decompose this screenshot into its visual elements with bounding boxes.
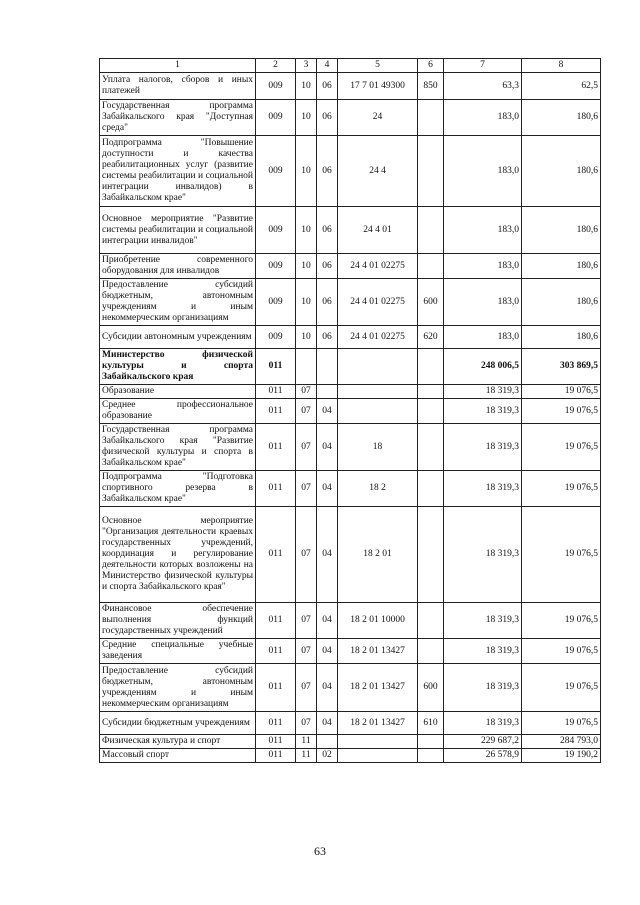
section-cell: 07 (296, 399, 317, 424)
subsection-cell: 06 (317, 136, 338, 207)
subsection-cell: 04 (317, 471, 338, 507)
row-name-cell: Финансовое обеспечение выполнения функций государственных учреждений (100, 603, 256, 639)
sum-2020-cell: 19 076,5 (522, 471, 601, 507)
table-body (100, 59, 601, 763)
expense-type-cell (418, 603, 444, 639)
section-cell: 07 (296, 471, 317, 507)
row-name-cell: Уплата налогов, сборов и иных платежей (100, 73, 256, 100)
target-article-cell: 18 2 01 (338, 507, 418, 603)
table-row (100, 749, 601, 763)
sum-2020-cell: 19 190,2 (522, 749, 601, 763)
expense-type-cell (418, 639, 444, 664)
target-article-cell: 17 7 01 49300 (338, 73, 418, 100)
section-cell: 07 (296, 664, 317, 712)
target-article-cell: 24 4 (338, 136, 418, 207)
section-cell: 10 (296, 207, 317, 254)
section-cell: 10 (296, 279, 317, 326)
header-cell: 7 (444, 59, 522, 73)
ministry-code-cell: 011 (256, 603, 296, 639)
sum-2019-cell: 183,0 (444, 100, 522, 136)
expense-type-cell: 600 (418, 279, 444, 326)
sum-2019-cell: 63,3 (444, 73, 522, 100)
table-row (100, 207, 601, 254)
table-row (100, 471, 601, 507)
expense-type-cell (418, 349, 444, 385)
target-article-cell: 18 2 01 13427 (338, 712, 418, 735)
ministry-code-cell: 011 (256, 735, 296, 749)
row-name-cell: Приобретение современного оборудования для инвалидов (100, 254, 256, 279)
sum-2019-cell: 229 687,2 (444, 735, 522, 749)
row-name-cell: Основное мероприятие "Развитие системы реабилитации и социальной интеграции инвалидов" (100, 207, 256, 254)
sum-2019-cell: 18 319,3 (444, 507, 522, 603)
section-cell: 07 (296, 507, 317, 603)
sum-2020-cell: 19 076,5 (522, 507, 601, 603)
section-cell: 11 (296, 735, 317, 749)
header-cell: 6 (418, 59, 444, 73)
subsection-cell (317, 349, 338, 385)
target-article-cell: 24 4 01 02275 (338, 254, 418, 279)
header-cell: 5 (338, 59, 418, 73)
header-cell: 8 (522, 59, 601, 73)
table-row (100, 136, 601, 207)
sum-2020-cell: 180,6 (522, 326, 601, 349)
subsection-cell: 06 (317, 100, 338, 136)
subsection-cell: 06 (317, 326, 338, 349)
section-cell: 10 (296, 254, 317, 279)
sum-2019-cell: 18 319,3 (444, 385, 522, 399)
sum-2020-cell: 19 076,5 (522, 639, 601, 664)
row-name-cell: Подпрограмма "Повышение доступности и качества реабилитационных услуг (развитие системы реабилитации и социальной интеграции инвалидов) в Забайкальском крае" (100, 136, 256, 207)
ministry-code-cell: 011 (256, 399, 296, 424)
sum-2020-cell: 180,6 (522, 136, 601, 207)
section-cell: 11 (296, 749, 317, 763)
expense-type-cell (418, 100, 444, 136)
subsection-cell: 04 (317, 424, 338, 471)
target-article-cell: 18 (338, 424, 418, 471)
expense-type-cell (418, 385, 444, 399)
sum-2020-cell: 62,5 (522, 73, 601, 100)
table-row (100, 326, 601, 349)
row-name-cell: Основное мероприятие "Организация деятельности краевых государственных учреждений, координация и регулирование деятельности которых возложены на Министерство физической культуры и спорта Забайкальского края" (100, 507, 256, 603)
header-cell: 4 (317, 59, 338, 73)
target-article-cell: 24 4 01 02275 (338, 279, 418, 326)
expense-type-cell: 850 (418, 73, 444, 100)
target-article-cell (338, 349, 418, 385)
section-cell: 10 (296, 136, 317, 207)
ministry-code-cell: 009 (256, 136, 296, 207)
sum-2019-cell: 18 319,3 (444, 399, 522, 424)
row-name-cell: Подпрограмма "Подготовка спортивного резерва в Забайкальском крае" (100, 471, 256, 507)
sum-2019-cell: 183,0 (444, 279, 522, 326)
target-article-cell (338, 749, 418, 763)
table-row (100, 712, 601, 735)
ministry-code-cell: 009 (256, 254, 296, 279)
sum-2019-cell: 248 006,5 (444, 349, 522, 385)
target-article-cell: 18 2 01 13427 (338, 639, 418, 664)
section-cell: 10 (296, 100, 317, 136)
ministry-code-cell: 011 (256, 385, 296, 399)
expense-type-cell (418, 507, 444, 603)
target-article-cell: 18 2 01 10000 (338, 603, 418, 639)
expense-type-cell (418, 749, 444, 763)
table-row (100, 100, 601, 136)
ministry-code-cell: 009 (256, 73, 296, 100)
section-cell: 07 (296, 424, 317, 471)
expense-type-cell: 600 (418, 664, 444, 712)
ministry-code-cell: 009 (256, 100, 296, 136)
sum-2019-cell: 18 319,3 (444, 424, 522, 471)
sum-2020-cell: 19 076,5 (522, 603, 601, 639)
table-row (100, 279, 601, 326)
sum-2020-cell: 180,6 (522, 279, 601, 326)
row-name-cell: Субсидии автономным учреждениям (100, 326, 256, 349)
expense-type-cell: 620 (418, 326, 444, 349)
table-row (100, 349, 601, 385)
budget-table (99, 58, 601, 763)
subsection-cell: 06 (317, 279, 338, 326)
subsection-cell: 04 (317, 712, 338, 735)
ministry-code-cell: 009 (256, 326, 296, 349)
expense-type-cell (418, 735, 444, 749)
sum-2019-cell: 183,0 (444, 326, 522, 349)
table-row (100, 603, 601, 639)
row-name-cell: Государственная программа Забайкальского края "Доступная среда" (100, 100, 256, 136)
subsection-cell: 04 (317, 639, 338, 664)
sum-2019-cell: 26 578,9 (444, 749, 522, 763)
row-name-cell: Среднее профессиональное образование (100, 399, 256, 424)
ministry-code-cell: 011 (256, 664, 296, 712)
subsection-cell: 06 (317, 207, 338, 254)
sum-2019-cell: 183,0 (444, 254, 522, 279)
sum-2020-cell: 19 076,5 (522, 424, 601, 471)
row-name-cell: Физическая культура и спорт (100, 735, 256, 749)
row-name-cell: Субсидии бюджетным учреждениям (100, 712, 256, 735)
table-row (100, 507, 601, 603)
expense-type-cell (418, 424, 444, 471)
row-name-cell: Образование (100, 385, 256, 399)
ministry-code-cell: 011 (256, 712, 296, 735)
subsection-cell (317, 735, 338, 749)
sum-2019-cell: 183,0 (444, 207, 522, 254)
expense-type-cell (418, 254, 444, 279)
row-name-cell: Массовый спорт (100, 749, 256, 763)
section-cell: 07 (296, 639, 317, 664)
table-row (100, 639, 601, 664)
table-row (100, 385, 601, 399)
section-cell (296, 349, 317, 385)
sum-2019-cell: 18 319,3 (444, 712, 522, 735)
subsection-cell: 04 (317, 399, 338, 424)
sum-2020-cell: 180,6 (522, 207, 601, 254)
row-name-cell: Средние специальные учебные заведения (100, 639, 256, 664)
target-article-cell: 24 (338, 100, 418, 136)
section-cell: 07 (296, 385, 317, 399)
subsection-cell: 06 (317, 73, 338, 100)
header-cell: 3 (296, 59, 317, 73)
header-cell: 2 (256, 59, 296, 73)
expense-type-cell: 610 (418, 712, 444, 735)
table-row (100, 735, 601, 749)
ministry-code-cell: 011 (256, 507, 296, 603)
row-name-cell: Предоставление субсидий бюджетным, автономным учреждениям и иным некоммерческим организациям (100, 664, 256, 712)
target-article-cell (338, 385, 418, 399)
subsection-cell: 06 (317, 254, 338, 279)
header-cell: 1 (100, 59, 256, 73)
row-name-cell: Министерство физической культуры и спорта Забайкальского края (100, 349, 256, 385)
sum-2020-cell: 19 076,5 (522, 399, 601, 424)
subsection-cell: 04 (317, 507, 338, 603)
sum-2019-cell: 18 319,3 (444, 471, 522, 507)
target-article-cell (338, 735, 418, 749)
header-row (100, 59, 601, 73)
page-number: 63 (314, 844, 326, 858)
target-article-cell: 18 2 01 13427 (338, 664, 418, 712)
ministry-code-cell: 011 (256, 349, 296, 385)
table-row (100, 424, 601, 471)
table-row (100, 664, 601, 712)
section-cell: 10 (296, 73, 317, 100)
ministry-code-cell: 009 (256, 279, 296, 326)
sum-2019-cell: 18 319,3 (444, 639, 522, 664)
subsection-cell: 02 (317, 749, 338, 763)
sum-2019-cell: 18 319,3 (444, 664, 522, 712)
sum-2020-cell: 284 793,0 (522, 735, 601, 749)
ministry-code-cell: 011 (256, 749, 296, 763)
sum-2020-cell: 19 076,5 (522, 385, 601, 399)
target-article-cell: 18 2 (338, 471, 418, 507)
table-row (100, 254, 601, 279)
sum-2020-cell: 19 076,5 (522, 664, 601, 712)
target-article-cell (338, 399, 418, 424)
expense-type-cell (418, 399, 444, 424)
sum-2020-cell: 19 076,5 (522, 712, 601, 735)
expense-type-cell (418, 207, 444, 254)
target-article-cell: 24 4 01 02275 (338, 326, 418, 349)
ministry-code-cell: 011 (256, 471, 296, 507)
section-cell: 07 (296, 603, 317, 639)
table-row (100, 73, 601, 100)
ministry-code-cell: 009 (256, 207, 296, 254)
expense-type-cell (418, 136, 444, 207)
section-cell: 10 (296, 326, 317, 349)
target-article-cell: 24 4 01 (338, 207, 418, 254)
subsection-cell (317, 385, 338, 399)
sum-2020-cell: 303 869,5 (522, 349, 601, 385)
ministry-code-cell: 011 (256, 639, 296, 664)
section-cell: 07 (296, 712, 317, 735)
row-name-cell: Государственная программа Забайкальского края "Развитие физической культуры и спорта в Забайкальском крае" (100, 424, 256, 471)
table-row (100, 399, 601, 424)
subsection-cell: 04 (317, 664, 338, 712)
sum-2020-cell: 180,6 (522, 100, 601, 136)
expense-type-cell (418, 471, 444, 507)
sum-2019-cell: 183,0 (444, 136, 522, 207)
sum-2020-cell: 180,6 (522, 254, 601, 279)
ministry-code-cell: 011 (256, 424, 296, 471)
row-name-cell: Предоставление субсидий бюджетным, автономным учреждениям и иным некоммерческим организациям (100, 279, 256, 326)
subsection-cell: 04 (317, 603, 338, 639)
sum-2019-cell: 18 319,3 (444, 603, 522, 639)
